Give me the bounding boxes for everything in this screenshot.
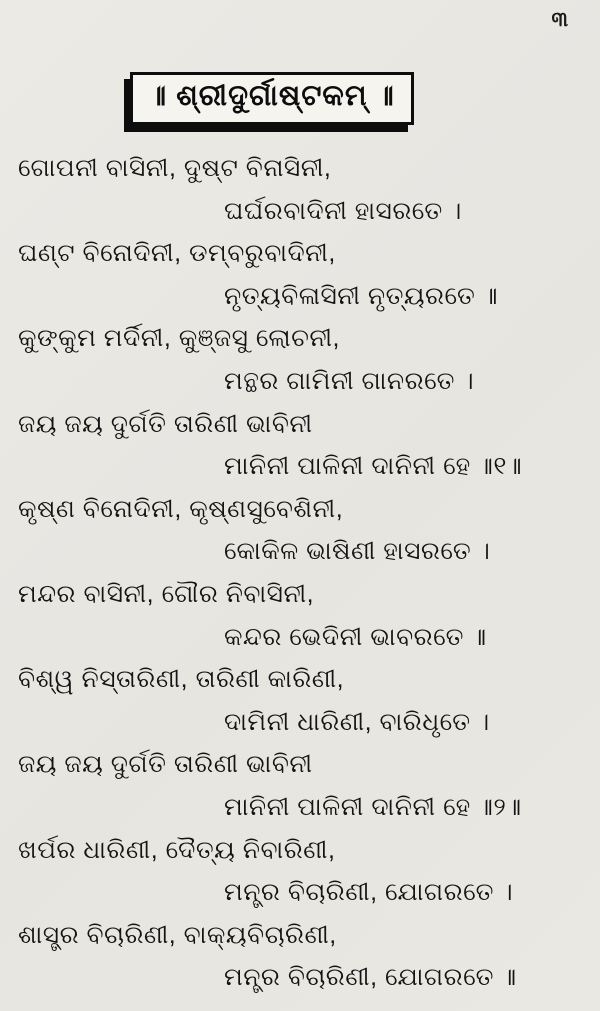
verse-line-indented: ମନ୍ତ୍ର ବିଚାରିଣୀ, ଯୋଗରତେ । <box>224 878 514 907</box>
verse-line: ମନ୍ଦର ବାସିନୀ, ଗୌର ନିବାସିନୀ, <box>18 579 315 608</box>
stanza <box>0 488 600 573</box>
verse-line-indented: ମାନିନୀ ପାଳିନୀ ଦାନିନୀ ହେ ॥୧॥ <box>224 452 523 481</box>
stanza <box>0 914 600 999</box>
stanza <box>0 232 600 317</box>
verse-list <box>0 147 600 999</box>
verse-line-indented: ଦାମିନୀ ଧାରିଣୀ, ବାରିଧୃତେ । <box>224 707 490 736</box>
verse-line: କୁଙ୍କୁମ ମର୍ଦିନୀ, କୁଞ୍ଜସୁ ଲୋଚନୀ, <box>18 324 340 353</box>
stanza <box>0 743 600 828</box>
verse-line: ଘଣ୍ଟ ବିନୋଦିନୀ, ଡମ୍ବରୁବାଦିନୀ, <box>18 239 336 268</box>
verse-line: ବିଶ୍ୱ ନିସ୍ତାରିଣୀ, ତାରିଣୀ କାରିଣୀ, <box>18 665 345 694</box>
stanza <box>0 573 600 658</box>
stanza <box>0 403 600 488</box>
page-title: ॥ ଶ୍ରୀଦୁର୍ଗାଷ୍ଟକମ୍ ॥ <box>149 80 395 112</box>
stanza <box>0 317 600 402</box>
stanza <box>0 658 600 743</box>
verse-line-indented: ନୃତ୍ୟବିଳାସିନୀ ନୃତ୍ୟରତେ ॥ <box>224 281 499 310</box>
verse-line-indented: ମାନିନୀ ପାଳିନୀ ଦାନିନୀ ହେ ॥୨॥ <box>224 792 522 821</box>
verse-line: ଗୋପନୀ ବାସିନୀ, ଦୁଷ୍ଟ ବିନାସିନୀ, <box>18 154 332 182</box>
title-box <box>130 72 414 125</box>
verse-line: ଶାସ୍ତ୍ର ବିଚାରିଣୀ, ବାକ୍ୟବିଚାରିଣୀ, <box>18 920 337 949</box>
stanza <box>0 829 600 914</box>
verse-line-indented: ଘର୍ଘରବାଦିନୀ ହାସରତେ । <box>224 196 462 225</box>
verse-line: ଖର୍ପର ଧାରିଣୀ, ଦୈତ୍ୟ ନିବାରିଣୀ, <box>18 835 336 864</box>
stanza <box>0 147 600 232</box>
verse-line: ଜୟ ଜୟ ଦୁର୍ଗତି ତାରିଣୀ ଭାବିନୀ <box>18 409 313 438</box>
verse-line: ଜୟ ଜୟ ଦୁର୍ଗତି ତାରିଣୀ ଭାବିନୀ <box>18 750 313 779</box>
verse-line-indented: କୋକିଳ ଭାଷିଣୀ ହାସରତେ । <box>224 537 491 566</box>
page-number: ୩ <box>551 8 568 31</box>
verse-line: କୃଷ୍ଣ ବିନୋଦିନୀ, କୃଷ୍ଣସୁବେଶିନୀ, <box>18 494 344 523</box>
verse-line-indented: ମନ୍ତ୍ର ବିଚାରିଣୀ, ଯୋଗରତେ ॥ <box>224 963 517 992</box>
title-section <box>0 0 600 125</box>
verse-line-indented: କନ୍ଦର ଭେଦିନୀ ଭାବରତେ ॥ <box>224 622 487 651</box>
verse-line-indented: ମନ୍ଥର ଗାମିନୀ ଗାନରତେ । <box>224 366 475 395</box>
